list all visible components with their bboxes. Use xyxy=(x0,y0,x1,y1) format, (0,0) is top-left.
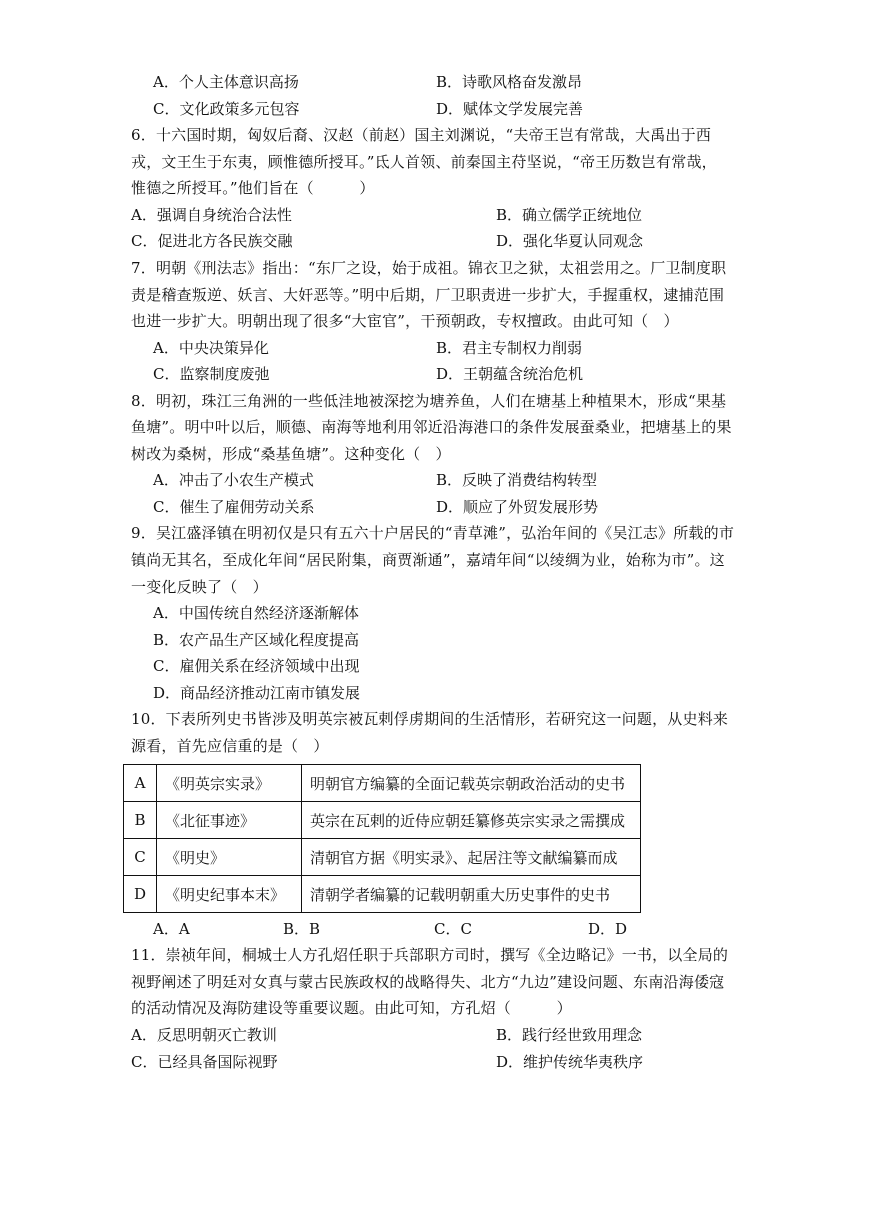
q11-stem-line: 11．崇祯年间，桐城士人方孔炤任职于兵部职方司时，撰写《全边略记》一书，以全局的 xyxy=(131,946,729,964)
q6-stem-line: 戎，文王生于东夷，顾惟德所授耳。”氐人首领、前秦国主苻坚说，“帝王历数岂有常哉， xyxy=(131,153,717,171)
q11-stem-line: 的活动情况及海防建设等重要议题。由此可知，方孔炤（ ） xyxy=(131,999,572,1017)
q9-option-a: A．中国传统自然经济逐渐解体 xyxy=(153,604,359,622)
q9-stem-line: 镇尚无其名，至成化年间“居民附集，商贾渐通”，嘉靖年间“以绫绸为业，始称为市”。这 xyxy=(131,551,725,569)
q9-option-b: B．农产品生产区域化程度提高 xyxy=(153,631,360,649)
table-cell-desc: 清朝官方据《明实录》、起居注等文献编纂而成 xyxy=(302,839,641,876)
q6-option-b: B．确立儒学正统地位 xyxy=(496,206,643,224)
q9-option-c: C．雇佣关系在经济领域中出现 xyxy=(153,657,360,675)
table-cell-key: C xyxy=(124,839,157,876)
q7-option-b: B．君主专制权力削弱 xyxy=(436,339,583,357)
table-cell-desc: 英宗在瓦剌的近侍应朝廷纂修英宗实录之需撰成 xyxy=(302,802,641,839)
table-cell-book: 《明史纪事本末》 xyxy=(157,876,302,913)
table-cell-desc: 清朝学者编纂的记载明朝重大历史事件的史书 xyxy=(302,876,641,913)
table-row xyxy=(124,839,641,876)
q7-stem-line: 7．明朝《刑法志》指出：“东厂之设，始于成祖。锦衣卫之狱，太祖尝用之。厂卫制度职 xyxy=(131,259,727,277)
q9-option-d: D．商品经济推动江南市镇发展 xyxy=(153,684,361,702)
table-row xyxy=(124,802,641,839)
q6-stem-line: 6．十六国时期，匈奴后裔、汉赵（前赵）国主刘渊说，“夫帝王岂有常哉，大禹出于西 xyxy=(131,126,712,144)
q10-option-b: B．B xyxy=(283,920,321,938)
q5-option-d: D．赋体文学发展完善 xyxy=(436,100,584,118)
q6-stem-line: 惟德之所授耳。”他们旨在（ ） xyxy=(131,179,375,197)
q7-stem-line: 也进一步扩大。明朝出现了很多“大宦官”，干预朝政，专权擅政。由此可知（ ） xyxy=(131,312,679,330)
source-table xyxy=(123,764,641,913)
q11-stem-line: 视野阐述了明廷对女真与蒙古民族政权的战略得失、北方“九边”建设问题、东南沿海倭寇 xyxy=(131,973,725,991)
q7-stem-line: 责是稽查叛逆、妖言、大奸恶等。”明中后期，厂卫职责进一步扩大，手握重权，逮捕范围 xyxy=(131,286,725,304)
q5-option-b: B．诗歌风格奋发激昂 xyxy=(436,73,583,91)
q10-stem-line: 源看，首先应信重的是（ ） xyxy=(131,737,329,755)
q5-option-a: A．个人主体意识高扬 xyxy=(153,73,299,91)
q11-option-b: B．践行经世致用理念 xyxy=(496,1026,643,1044)
q10-option-d: D．D xyxy=(588,920,628,938)
table-cell-desc: 明朝官方编纂的全面记载英宗朝政治活动的史书 xyxy=(302,765,641,802)
q11-option-a: A．反思明朝灭亡教训 xyxy=(131,1026,277,1044)
table-cell-key: A xyxy=(124,765,157,802)
q8-stem-line: 鱼塘”。明中叶以后，顺德、南海等地利用邻近沿海港口的条件发展蚕桑业，把塘基上的果 xyxy=(131,418,732,436)
table-row xyxy=(124,876,641,913)
table-cell-book: 《明史》 xyxy=(157,839,302,876)
q9-stem-line: 9．吴江盛泽镇在明初仅是只有五六十户居民的“青草滩”，弘治年间的《吴江志》所载的市 xyxy=(131,524,735,542)
q7-option-a: A．中央决策异化 xyxy=(153,339,269,357)
q8-stem-line: 树改为桑树，形成“桑基鱼塘”。这种变化（ ） xyxy=(131,445,451,463)
q6-option-a: A．强调自身统治合法性 xyxy=(131,206,292,224)
q11-option-d: D．维护传统华夷秩序 xyxy=(496,1053,644,1071)
q10-stem-line: 10．下表所列史书皆涉及明英宗被瓦剌俘虏期间的生活情形，若研究这一问题，从史料来 xyxy=(131,710,729,728)
table-cell-key: B xyxy=(124,802,157,839)
table-row xyxy=(124,765,641,802)
q10-option-c: C．C xyxy=(434,920,472,938)
q7-option-c: C．监察制度废弛 xyxy=(153,365,270,383)
q5-option-c: C．文化政策多元包容 xyxy=(153,100,300,118)
q6-option-d: D．强化华夏认同观念 xyxy=(496,232,644,250)
q10-option-a: A．A xyxy=(153,920,190,938)
q11-option-c: C．已经具备国际视野 xyxy=(131,1053,278,1071)
table-cell-book: 《北征事迹》 xyxy=(157,802,302,839)
q8-option-b: B．反映了消费结构转型 xyxy=(436,471,598,489)
q8-option-c: C．催生了雇佣劳动关系 xyxy=(153,498,315,516)
q9-stem-line: 一变化反映了（ ） xyxy=(131,578,268,596)
q8-option-d: D．顺应了外贸发展形势 xyxy=(436,498,599,516)
table-cell-key: D xyxy=(124,876,157,913)
q7-option-d: D．王朝蕴含统治危机 xyxy=(436,365,584,383)
table-cell-book: 《明英宗实录》 xyxy=(157,765,302,802)
q8-stem-line: 8．明初，珠江三角洲的一些低洼地被深挖为塘养鱼，人们在塘基上种植果木，形成“果基 xyxy=(131,392,727,410)
q6-option-c: C．促进北方各民族交融 xyxy=(131,232,293,250)
q8-option-a: A．冲击了小农生产模式 xyxy=(153,471,314,489)
